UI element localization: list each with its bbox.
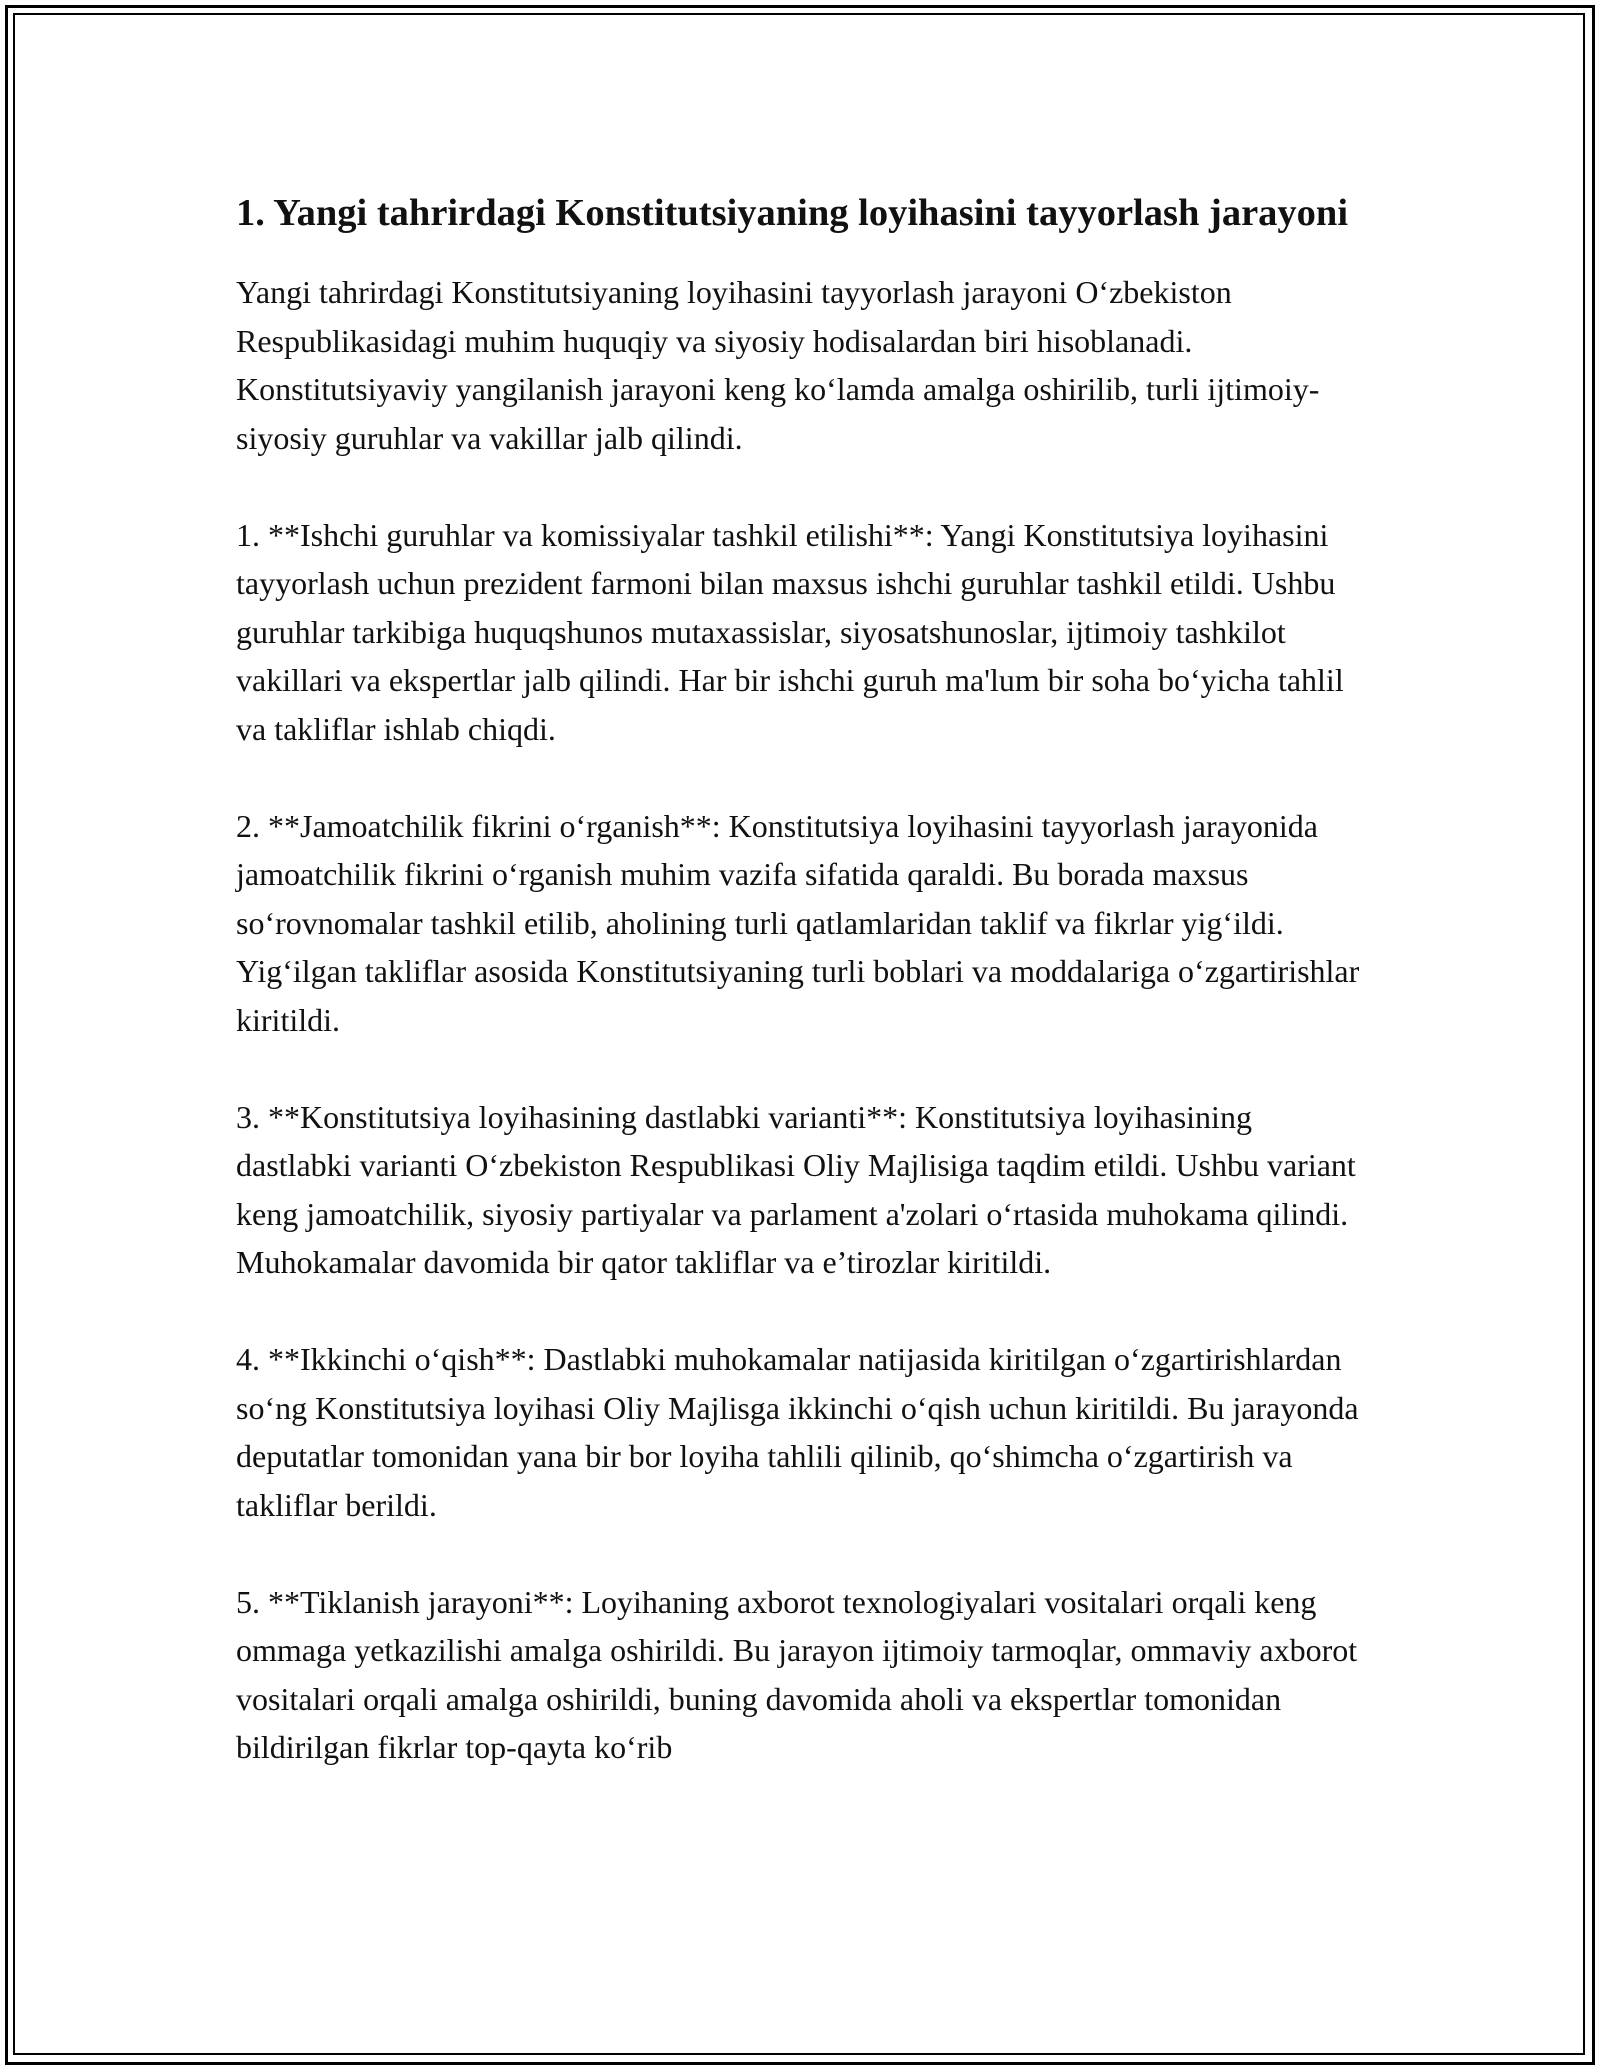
list-item-1: 1. **Ishchi guruhlar va komissiyalar tashkil etilishi**: Yangi Konstitutsiya loyihasini tayyorlash uchun prezident farmoni bilan maxsus ishchi guruhlar tashkil etildi. Ushbu guruhlar tarkibiga huquqshunos mutaxassislar, siyosatshunoslar, ijtimoiy tashkilot vakillari va ekspertlar jalb qilindi. Har bir ishchi guruh ma'lum bir soha bo‘yicha tahlil va takliflar ishlab chiqdi. (236, 516, 1344, 747)
document-body (236, 186, 1366, 1772)
section-heading: 1. Yangi tahrirdagi Konstitutsiyaning loyihasini tayyorlash jarayoni (236, 192, 1349, 234)
list-item-3: 3. **Konstitutsiya loyihasining dastlabki varianti**: Konstitutsiya loyihasining dastlabki varianti O‘zbekiston Respublikasi Oliy Majlisiga taqdim etildi. Ushbu variant keng jamoatchilik, siyosiy partiyalar va parlament a'zolari o‘rtasida muhokama qilindi. Muhokamalar davomida bir qator takliflar va e’tirozlar kiritildi. (236, 1098, 1356, 1280)
intro-paragraph: Yangi tahrirdagi Konstitutsiyaning loyihasini tayyorlash jarayoni O‘zbekiston Respublikasidagi muhim huquqiy va siyosiy hodisalardan biri hisoblanadi. Konstitutsiyaviy yangilanish jarayoni keng ko‘lamda amalga oshirilib, turli ijtimoiy-siyosiy guruhlar va vakillar jalb qilindi. (236, 274, 1320, 456)
list-item-4: 4. **Ikkinchi o‘qish**: Dastlabki muhokamalar natijasida kiritilgan o‘zgartirishlardan so‘ng Konstitutsiya loyihasi Oliy Majlisga ikkinchi o‘qish uchun kiritildi. Bu jarayonda deputatlar tomonidan yana bir bor loyiha tahlili qilinib, qo‘shimcha o‘zgartirish va takliflar berildi. (236, 1341, 1359, 1523)
list-item-2: 2. **Jamoatchilik fikrini o‘rganish**: Konstitutsiya loyihasini tayyorlash jarayonida jamoatchilik fikrini o‘rganish muhim vazifa sifatida qaraldi. Bu borada maxsus so‘rovnomalar tashkil etilib, aholining turli qatlamlaridan taklif va fikrlar yig‘ildi. Yig‘ilgan takliflar asosida Konstitutsiyaning turli boblari va moddalariga o‘zgartirishlar kiritildi. (236, 807, 1360, 1038)
list-item-5: 5. **Tiklanish jarayoni**: Loyihaning axborot texnologiyalari vositalari orqali keng ommaga yetkazilishi amalga oshirildi. Bu jarayon ijtimoiy tarmoqlar, ommaviy axborot vositalari orqali amalga oshirildi, buning davomida aholi va ekspertlar tomonidan bildirilgan fikrlar top-qayta ko‘rib (236, 1583, 1358, 1765)
